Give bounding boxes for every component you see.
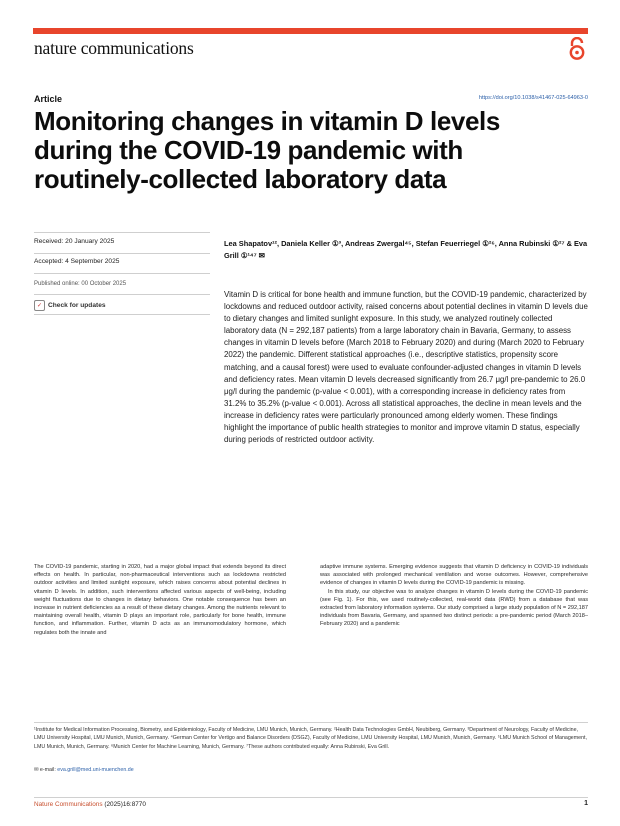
received-date: Received: 20 January 2025: [34, 238, 115, 245]
meta-divider: [34, 232, 210, 233]
body-paragraph: In this study, our objective was to analyze changes in vitamin D levels during the COVID-19 pandemic (see Fig. 1). For this, we used routinely-collected, real-world data (RWD) from a database that was extracted from laboratory information systems. Our study comprised a large study population of N = 292,187 individuals from Bavaria, Germany, and spanned two distinct periods: a pre-pandemic period (March 2018–February 2020) and a pandemic: [320, 588, 588, 628]
footer-divider: [34, 797, 588, 798]
article-title: Monitoring changes in vitamin D levels during the COVID-19 pandemic with routinely-collected laboratory data: [34, 106, 500, 194]
meta-divider: [34, 294, 210, 295]
affiliations: ¹Institute for Medical Information Processing, Biometry, and Epidemiology, Faculty of Medicine, LMU Munich, Munich, Germany. ²Health Data Technologies GmbH, Neubiberg, Germany. ³Department of Neurology, Faculty of Medicine, LMU University Hospital, LMU Munich, Munich, Germany. ⁴German Center for Vertigo and Balance Disorders (DSGZ), Faculty of Medicine, LMU University Hospital, LMU Munich, Munich, Germany. ⁵LMU Munich School of Management, LMU Munich, Munich, Germany. ⁶Munich Center for Machine Learning, Munich, Germany. ⁷These authors contributed equally: Anna Rubinski, Eva Grill.: [34, 727, 587, 750]
check-for-updates-button[interactable]: [34, 300, 106, 311]
journal-name: nature communications: [34, 38, 194, 58]
journal-accent-bar: [33, 28, 588, 34]
body-paragraph: The COVID-19 pandemic, starting in 2020, had a major global impact that extends beyond its direct effects on health. In particular, non-pharmaceutical interventions such as lockdowns restricted outdoor activities and limited sunlight exposure, which raises concerns about potential declines in vitamin D levels. In addition, such interventions affected various aspects of well-being, including weight fluctuations due to changes in dietary behaviors. One notable consequence has been an increase in nutrient deficiencies as a result of these dietary changes. Among the nutrients relevant to maintaining overall health, vitamin D plays an important role, particularly for bone health, immune function, and inflammation. Further, vitamin D acts as an immunomodulatory hormone, which regulates both the innate and: [34, 564, 286, 636]
email-prefix: ✉ e-mail:: [34, 767, 56, 773]
accepted-date: Accepted: 4 September 2025: [34, 258, 120, 265]
meta-divider: [34, 314, 210, 315]
check-for-updates-label: Check for updates: [48, 302, 106, 309]
meta-divider: [34, 253, 210, 254]
author-list[interactable]: Lea Shapatov¹², Daniela Keller ①³, Andreas Zwergal⁴⁵, Stefan Feuerriegel ①²⁶, Anna Rubinski ①²⁷ & Eva Grill ①¹⁴⁷ ✉: [224, 239, 588, 260]
article-type-label: Article: [34, 94, 63, 104]
footer-journal-link[interactable]: Nature Communications: [34, 801, 103, 808]
crossmark-icon: ✓: [34, 300, 45, 311]
doi-link[interactable]: https://doi.org/10.1038/s41467-025-64963-0: [478, 95, 588, 101]
footer-citation: [34, 801, 146, 808]
correspondence-line: [34, 767, 134, 773]
footer-volume: (2025)16:8770: [104, 801, 146, 808]
body-column-left: [34, 563, 286, 637]
body-paragraph: adaptive immune systems. Emerging evidence suggests that vitamin D deficiency in COVID-19 individuals was associated with prolonged mechanical ventilation and worse outcomes. However, comprehensive evidence of changes in vitamin D levels during the COVID-19 pandemic is missing.: [320, 564, 588, 587]
email-link[interactable]: eva.grill@med.uni-muenchen.de: [57, 767, 134, 773]
published-date: Published online: 00 October 2025: [34, 281, 127, 287]
footnote-divider: [34, 722, 588, 723]
abstract: Vitamin D is critical for bone health and immune function, but the COVID-19 pandemic, characterized by lockdowns and reduced outdoor activity, raised concerns about potential declines in vitamin D levels due to dietary changes and limited sunlight exposure. In this study, we analyzed routinely collected laboratory data (N = 292,187 patients) from a large laboratory chain in Bavaria, Germany, to assess changes in vitamin D levels before (March 2018 to February 2020) and during (March 2020 to February 2022) the pandemic. Different statistical approaches (i.e., descriptive statistics, propensity score matching, and a causal forest) were used to evaluate confounder-adjusted changes in vitamin D levels and deficiency rates. Mean vitamin D levels decreased significantly from 26.7 μg/l pre-pandemic to 26.0 μg/l during the pandemic (p-value < 0.001), with a corresponding increase in deficiency rates from 31.2% to 35.2% (p-value < 0.001). Across all statistical approaches, the decline in mean levels and the increase in deficiency rates were particularly pronounced among elderly women. These findings highlight the importance of public health strategies to monitor and improve vitamin D status, especially during periods of restricted outdoor activity.: [224, 290, 588, 445]
body-column-right: [320, 563, 588, 629]
open-access-icon[interactable]: [568, 37, 586, 66]
page-number: 1: [584, 800, 588, 807]
meta-divider: [34, 273, 210, 274]
